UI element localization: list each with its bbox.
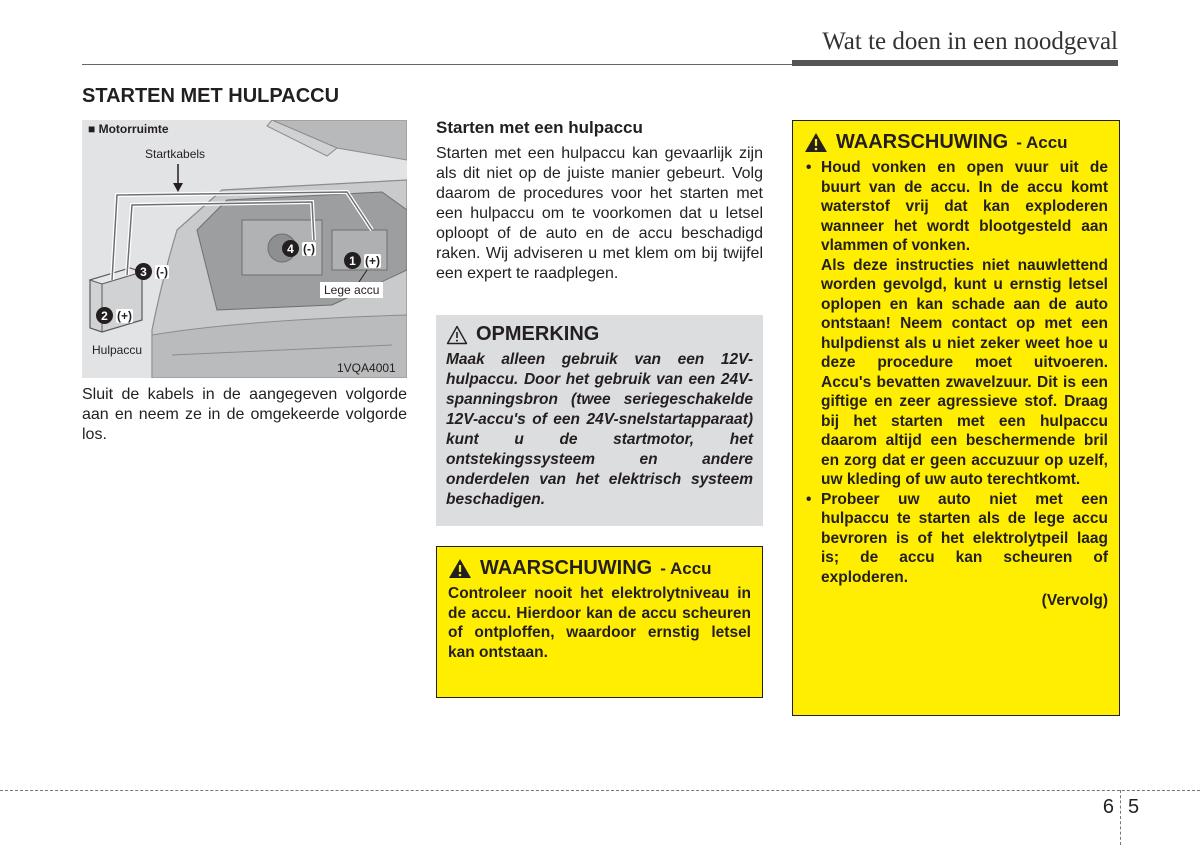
subsection-title: Starten met een hulpaccu [436,118,643,137]
label-booster-battery: Hulpaccu [92,343,143,357]
warning-header [804,131,1108,154]
warning-title: WAARSCHUWING [836,131,1009,153]
warning-text: Controleer nooit het elektrolytniveau in de accu. Hierdoor kan de accu scheuren of ontploffen, waardoor ernstig letsel kan ontstaan. [448,585,751,661]
note-text: Maak alleen gebruik van een 12V-hulpaccu. Door het gebruik van een 24V-spanningsbron (twee seriegeschakelde 12V-accu's of een 24V-snelstartapparaat) kunt u de startmotor, het ontstekingssysteem en andere onderdelen van het elektrisch systeem beschadigen. [446,351,753,508]
footer-page-separator [1120,790,1121,845]
chapter-title: Wat te doen in een noodgeval [822,28,1118,55]
marker-polarity: (-) [156,264,168,279]
connection-instruction: Sluit de kabels in de aangegeven volgorde aan en neem ze in de omgekeerde volgorde los. [82,386,407,443]
note-box [436,315,763,526]
warning-bullet-sparks: • Houd vonken en open vuur uit de buurt van de accu. In de accu komt waterstof vrij dat kan exploderen wanneer het wordt blootgesteld aan vlammen of vonken. [804,158,1108,256]
marker-polarity: (-) [303,241,315,256]
marker-number: 2 [96,307,113,324]
car-jump-start-drawing [82,120,407,378]
warning-bullet-frozen: • Probeer uw auto niet met een hulpaccu te starten als de lege accu bevroren is of het elektrolytpeil laag is; de accu kan scheuren of exploderen. [804,490,1108,588]
figure-code: 1VQA4001 [337,361,396,375]
warning-bullet-sparks-continued: Als deze instructies niet nauwlettend worden gevolgd, kunt u ernstig letsel oplopen en kan schade aan de auto ontstaan! Neem contact op met een hulpdienst als u niet zeker weet hoe u deze procedure moet uitvoeren. Accu's bevatten zwavelzuur. Dit is een giftige en zeer agressieve stof. Draag bij het starten met een hulpaccu daarom altijd een beschermende bril en zorg dat er geen accuzuur op uzelf, uw kleding of uw auto terechtkomt. [821,256,1108,488]
page-number: 5 [1128,796,1140,818]
marker-4 [282,240,316,257]
battery-warning-box [436,546,763,698]
warning-header [448,557,751,580]
warning-subtitle: - Accu [660,558,712,578]
continued-label: (Vervolg) [1041,592,1108,609]
warning-triangle-icon [448,558,472,579]
marker-number: 3 [135,263,152,280]
chapter-number: 6 [1102,796,1114,818]
marker-number: 4 [282,240,299,257]
jump-start-intro: Starten met een hulpaccu kan gevaarlijk zijn als dit niet op de juiste manier gebeurt. Volg daarom de procedures voor het starten met een hulpaccu om te voorkomen dat u letsel oploopt of de auto en de accu beschadigd raken. Wij adviseren u met klem om bij twijfel een expert te raadplegen. [436,145,763,282]
marker-3 [135,263,169,280]
warning-triangle-outline-icon [446,325,468,345]
label-start-cables: Startkabels [145,147,206,161]
section-title: STARTEN MET HULPACCU [82,85,340,107]
marker-polarity: (+) [117,308,132,323]
battery-safety-warning-box [792,120,1120,716]
marker-2 [96,307,133,324]
engine-bay-illustration [82,120,407,378]
note-title: OPMERKING [476,323,600,345]
warning-triangle-icon [804,132,828,153]
marker-1 [344,252,381,269]
note-header [446,323,753,346]
warning-subtitle: - Accu [1016,132,1068,152]
marker-number: 1 [344,252,361,269]
label-dead-battery: Lege accu [320,282,383,298]
warning-title: WAARSCHUWING [480,557,653,579]
header-accent-bar [792,60,1118,66]
footer-divider [0,790,1200,791]
figure-caption: ■ Motorruimte [88,122,169,136]
marker-polarity: (+) [365,253,380,268]
